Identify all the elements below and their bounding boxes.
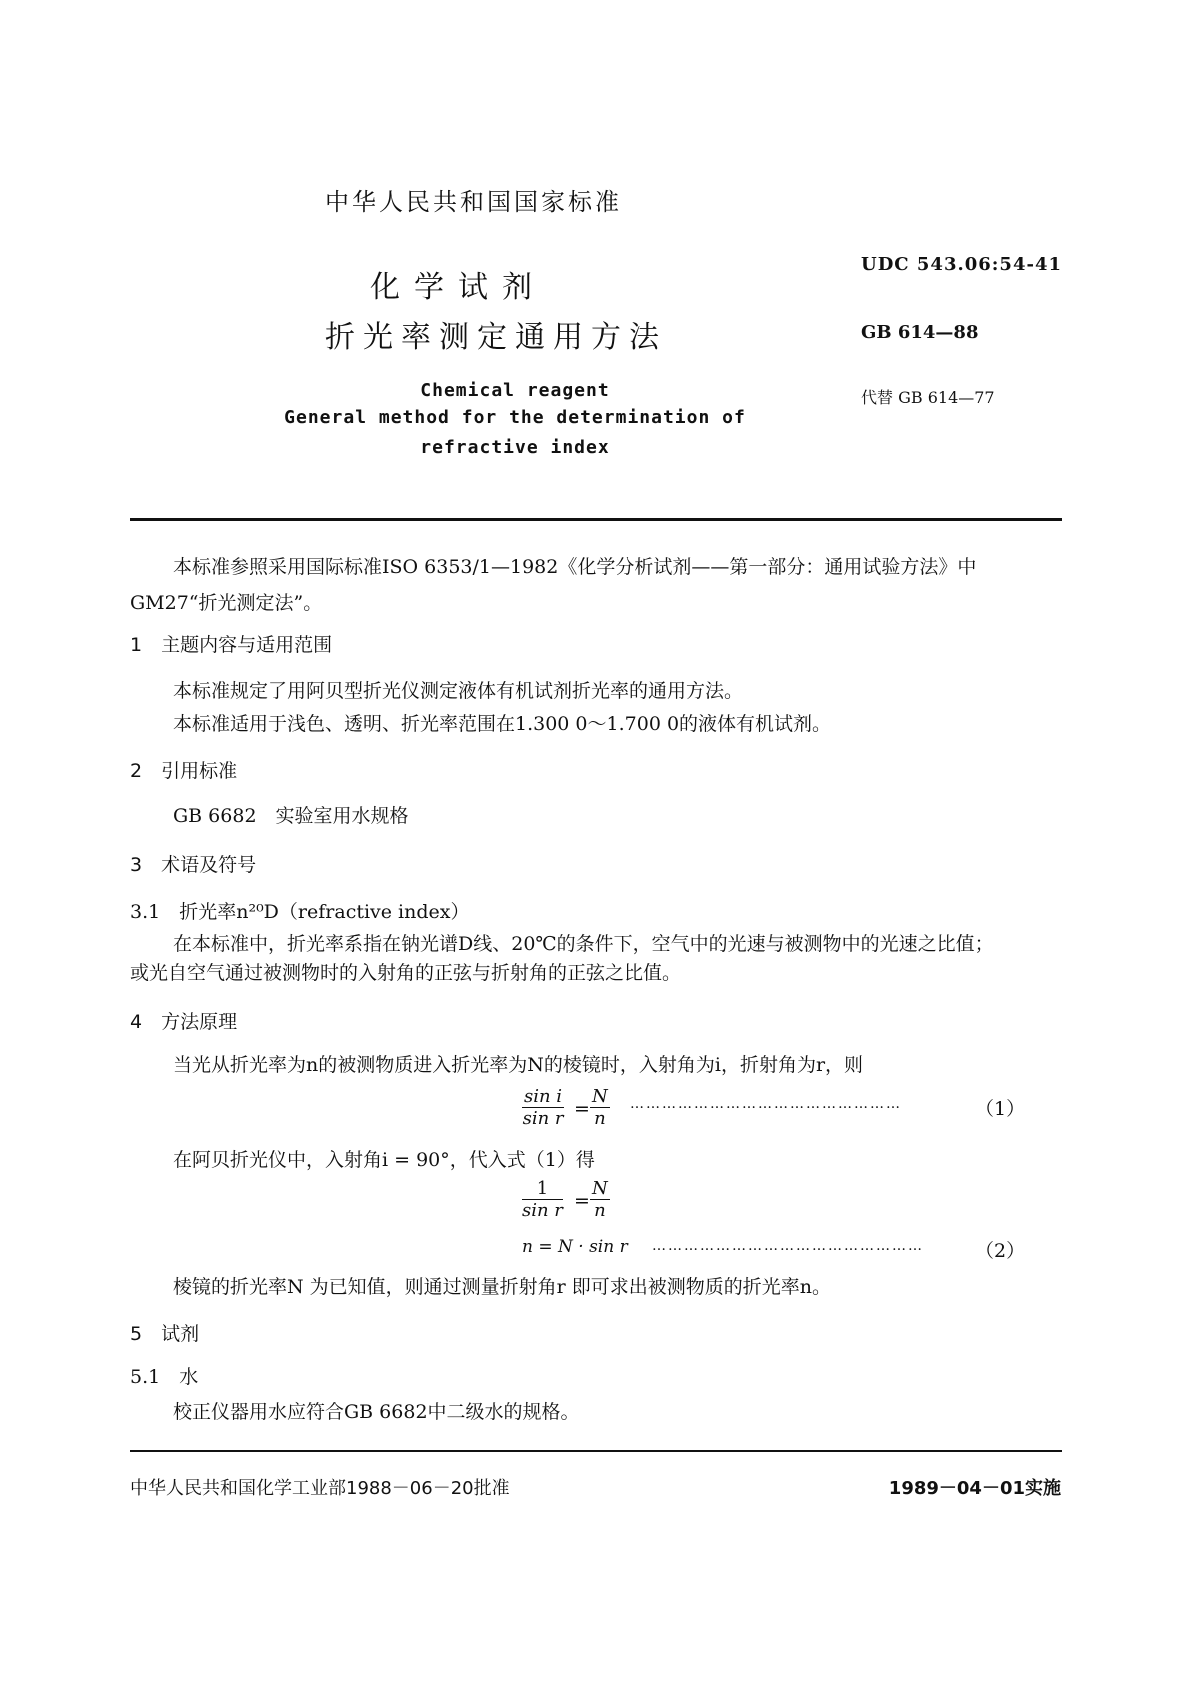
title-en-2: General method for the determination of bbox=[284, 407, 746, 428]
intro-line: 本标准参照采用国际标准ISO 6353/1—1982《化学分析试剂——第一部分：通用试验方法》中 bbox=[173, 556, 977, 578]
denominator: n bbox=[594, 1200, 606, 1221]
paragraph: 棱镜的折光率N 为已知值，则通过测量折射角r 即可求出被测物质的折光率n。 bbox=[173, 1276, 832, 1298]
formula-1-rhs bbox=[590, 1086, 610, 1129]
formula-2 bbox=[522, 1178, 563, 1221]
leader-dots: …………………………………………… bbox=[652, 1238, 924, 1254]
paragraph: 本标准规定了用阿贝型折光仪测定液体有机试剂折光率的通用方法。 bbox=[173, 680, 744, 702]
footer-rule bbox=[130, 1450, 1062, 1452]
formula-3: n = N · sin r bbox=[522, 1237, 628, 1257]
title-cn-1: 化学试剂 bbox=[370, 270, 546, 305]
section-heading: 3 术语及符号 bbox=[130, 854, 257, 876]
title-cn-2: 折光率测定通用方法 bbox=[325, 320, 667, 355]
title-en-3: refractive index bbox=[420, 437, 610, 458]
formula-2-rhs bbox=[590, 1178, 610, 1221]
title-en-1: Chemical reagent bbox=[420, 380, 610, 401]
paragraph: 在本标准中，折光率系指在钠光谱D线、20℃的条件下，空气中的光速与被测物中的光速之比值； bbox=[173, 933, 994, 955]
paragraph: 在阿贝折光仪中，入射角i = 90°，代入式（1）得 bbox=[173, 1149, 595, 1171]
paragraph: 当光从折光率为n的被测物质进入折光率为N的棱镜时，入射角为i，折射角为r，则 bbox=[173, 1054, 864, 1076]
equation-number: （1） bbox=[975, 1098, 1026, 1120]
subsection-heading: 3.1 折光率n²⁰D（refractive index） bbox=[130, 901, 470, 923]
formula-1 bbox=[522, 1086, 564, 1129]
numerator: N bbox=[592, 1178, 608, 1199]
section-heading: 4 方法原理 bbox=[130, 1011, 238, 1033]
equals: = bbox=[574, 1190, 590, 1212]
section-heading: 2 引用标准 bbox=[130, 760, 238, 782]
section-heading: 5 试剂 bbox=[130, 1323, 200, 1345]
leader-dots: …………………………………………… bbox=[630, 1096, 902, 1112]
numerator: sin i bbox=[524, 1086, 563, 1107]
header-rule bbox=[130, 518, 1062, 521]
equation-number: （2） bbox=[975, 1240, 1026, 1262]
denominator: sin r bbox=[522, 1200, 563, 1221]
numerator: N bbox=[592, 1086, 608, 1107]
effective-date: 1989－04－01实施 bbox=[888, 1478, 1061, 1499]
standard-header: 中华人民共和国国家标准 bbox=[325, 188, 622, 216]
standard-number: GB 614—88 bbox=[861, 322, 979, 343]
udc-code: UDC 543.06:54-41 bbox=[861, 254, 1063, 275]
approval-date: 中华人民共和国化学工业部1988－06－20批准 bbox=[130, 1478, 510, 1499]
paragraph: 本标准适用于浅色、透明、折光率范围在1.300 0～1.700 0的液体有机试剂。 bbox=[173, 713, 832, 735]
denominator: sin r bbox=[522, 1108, 564, 1129]
section-heading: 1 主题内容与适用范围 bbox=[130, 634, 333, 656]
equals: = bbox=[574, 1098, 590, 1120]
paragraph: 校正仪器用水应符合GB 6682中二级水的规格。 bbox=[173, 1401, 580, 1423]
replaces-note: 代替 GB 614—77 bbox=[861, 388, 995, 407]
denominator: n bbox=[594, 1108, 606, 1129]
paragraph: 或光自空气通过被测物时的入射角的正弦与折射角的正弦之比值。 bbox=[130, 962, 682, 984]
paragraph: GB 6682 实验室用水规格 bbox=[173, 805, 409, 827]
intro-line: GM27“折光测定法”。 bbox=[130, 592, 323, 614]
subsection-heading: 5.1 水 bbox=[130, 1366, 199, 1388]
numerator: 1 bbox=[522, 1178, 563, 1200]
